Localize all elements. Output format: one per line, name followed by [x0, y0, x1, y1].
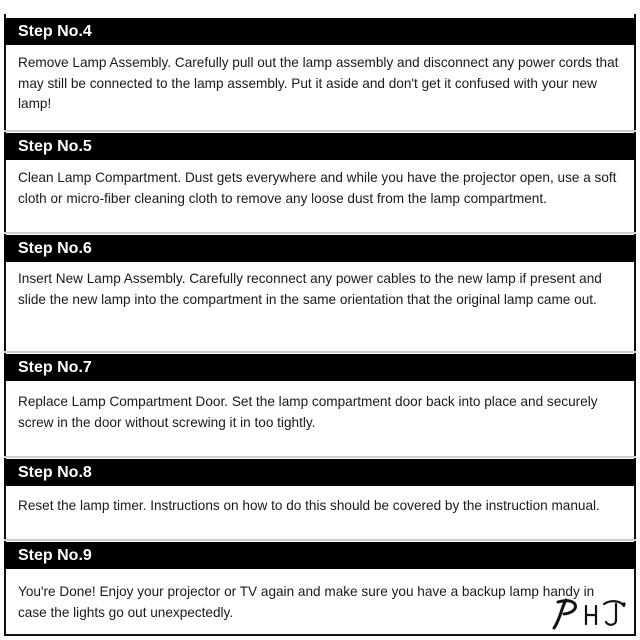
step-4-text: Remove Lamp Assembly. Carefully pull out the lamp assembly and disconnect any power cords that may still be connected to the lamp assembly. Put it aside and don't get it confused with your new lamp!	[18, 55, 619, 111]
step-5-header: Step No.5	[4, 133, 636, 160]
step-8-text: Reset the lamp timer. Instructions on how to do this should be covered by the instruction manual.	[18, 498, 600, 513]
step-5-text: Clean Lamp Compartment. Dust gets everywhere and while you have the projector open, use a soft cloth or micro-fiber cleaning cloth to remove any loose dust from the lamp compartment.	[18, 170, 617, 206]
step-divider	[4, 232, 636, 234]
step-8-header: Step No.8	[4, 459, 636, 486]
brand-logo	[548, 594, 636, 634]
step-4-header: Step No.4	[4, 18, 636, 45]
step-6-text: Insert New Lamp Assembly. Carefully reconnect any power cables to the new lamp if present and slide the new lamp into the compartment in the same orientation that the original lamp came out.	[18, 271, 602, 307]
step-7-text: Replace Lamp Compartment Door. Set the lamp compartment door back into place and securely screw in the door without screwing it in too tightly.	[18, 394, 598, 430]
step-divider	[4, 351, 636, 353]
step-7-header: Step No.7	[4, 354, 636, 381]
step-divider	[4, 456, 636, 458]
step-divider	[4, 539, 636, 541]
step-6-header: Step No.6	[4, 235, 636, 262]
step-9-header: Step No.9	[4, 542, 636, 569]
step-divider	[4, 130, 636, 132]
step-9-text: You're Done! Enjoy your projector or TV again and make sure you have a backup lamp handy in case the lights go out unexpectedly.	[18, 584, 595, 620]
